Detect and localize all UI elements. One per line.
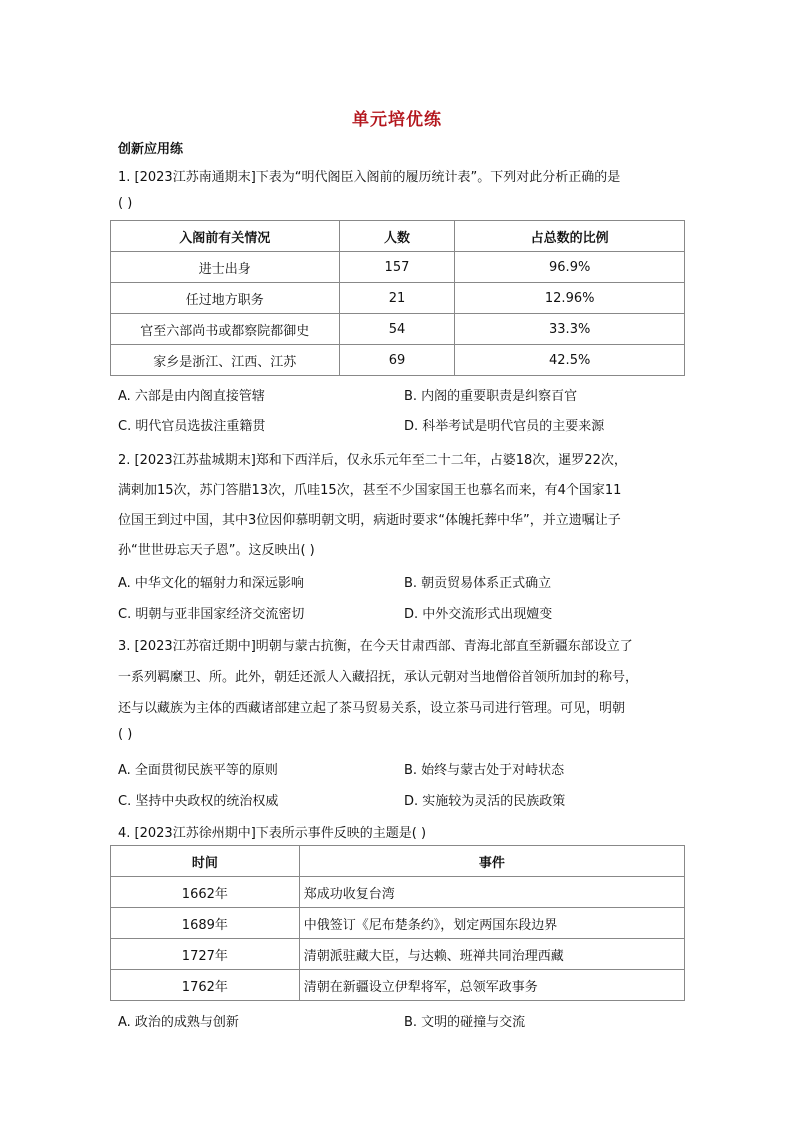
table-cell: 69	[339, 345, 455, 376]
table-header-row	[111, 221, 685, 252]
table-cell: 清朝在新疆设立伊犁将军，总领军政事务	[299, 970, 684, 1001]
question-1-option-c: C. 明代官员选拔注重籍贯	[118, 419, 266, 434]
question-4-option-a: A. 政治的成熟与创新	[118, 1015, 239, 1030]
table-row	[111, 877, 685, 908]
question-2-option-a: A. 中华文化的辐射力和深远影响	[118, 576, 304, 591]
question-3-line: 一系列羁縻卫、所。此外，朝廷还派人入藏招抚，承认元朝对当地僧俗首领所加封的称号，	[118, 670, 639, 685]
table-cell: 54	[339, 314, 455, 345]
table-row	[111, 283, 685, 314]
question-3-line: ( )	[118, 727, 133, 742]
table-header-row	[111, 846, 685, 877]
question-3-option-a: A. 全面贯彻民族平等的原则	[118, 763, 278, 778]
table-cell: 1689年	[111, 908, 300, 939]
table-header: 时间	[111, 846, 300, 877]
table-row	[111, 345, 685, 376]
question-3-option-d: D. 实施较为灵活的民族政策	[404, 794, 566, 809]
question-2-line: 孙“世世毋忘天子恩”。这反映出( )	[118, 543, 315, 558]
question-3-line: 还与以藏族为主体的西藏诸部建立起了茶马贸易关系，设立茶马司进行管理。可见，明朝	[118, 701, 626, 716]
question-2-option-d: D. 中外交流形式出现嬗变	[404, 607, 553, 622]
question-2-option-b: B. 朝贡贸易体系正式确立	[404, 576, 552, 591]
question-3-line: 3. [2023江苏宿迁期中]明朝与蒙古抗衡，在今天甘肃西部、青海北部直至新疆东部设立了	[118, 639, 633, 654]
table-cell: 1727年	[111, 939, 300, 970]
table-cell: 21	[339, 283, 455, 314]
table-row	[111, 314, 685, 345]
question-1-option-a: A. 六部是由内阁直接管辖	[118, 389, 265, 404]
table-cell: 家乡是浙江、江西、江苏	[111, 345, 340, 376]
page-title: 单元培优练	[352, 110, 442, 130]
table-header: 事件	[299, 846, 684, 877]
question-1-option-b: B. 内阁的重要职责是纠察百官	[404, 389, 578, 404]
question-1-stem: 1. [2023江苏南通期末]下表为“明代阁臣入阁前的履历统计表”。下列对此分析正确的是	[118, 170, 621, 185]
table-cell: 42.5%	[455, 345, 685, 376]
question-2-line: 满剌加15次，苏门答腊13次，爪哇15次，甚至不少国家国王也慕名而来，有4个国家11	[118, 483, 622, 498]
question-4-stem: 4. [2023江苏徐州期中]下表所示事件反映的主题是( )	[118, 826, 427, 841]
table-cell: 郑成功收复台湾	[299, 877, 684, 908]
question-2-option-c: C. 明朝与亚非国家经济交流密切	[118, 607, 305, 622]
question-2-line: 2. [2023江苏盐城期末]郑和下西洋后，仅永乐元年至二十二年，占婆18次，暹罗22次，	[118, 453, 627, 468]
section-heading: 创新应用练	[118, 142, 184, 157]
table-cell: 12.96%	[455, 283, 685, 314]
question-4-table	[110, 845, 685, 1001]
question-1-bracket: ( )	[118, 196, 133, 211]
table-row	[111, 252, 685, 283]
table-cell: 清朝派驻藏大臣，与达赖、班禅共同治理西藏	[299, 939, 684, 970]
table-header: 人数	[339, 221, 455, 252]
table-cell: 进士出身	[111, 252, 340, 283]
table-cell: 1662年	[111, 877, 300, 908]
table-row	[111, 908, 685, 939]
question-3-option-b: B. 始终与蒙古处于对峙状态	[404, 763, 565, 778]
table-row	[111, 939, 685, 970]
question-3-option-c: C. 坚持中央政权的统治权威	[118, 794, 279, 809]
question-2-line: 位国王到过中国，其中3位因仰慕明朝文明，病逝时要求“体魄托葬中华”，并立遗嘱让子	[118, 513, 621, 528]
table-cell: 官至六部尚书或都察院都御史	[111, 314, 340, 345]
table-cell: 96.9%	[455, 252, 685, 283]
table-row	[111, 970, 685, 1001]
question-4-option-b: B. 文明的碰撞与交流	[404, 1015, 526, 1030]
question-1-option-d: D. 科举考试是明代官员的主要来源	[404, 419, 605, 434]
table-cell: 1762年	[111, 970, 300, 1001]
question-1-table	[110, 220, 685, 376]
table-header: 入阁前有关情况	[111, 221, 340, 252]
table-cell: 任过地方职务	[111, 283, 340, 314]
table-cell: 中俄签订《尼布楚条约》，划定两国东段边界	[299, 908, 684, 939]
table-cell: 33.3%	[455, 314, 685, 345]
table-header: 占总数的比例	[455, 221, 685, 252]
table-cell: 157	[339, 252, 455, 283]
